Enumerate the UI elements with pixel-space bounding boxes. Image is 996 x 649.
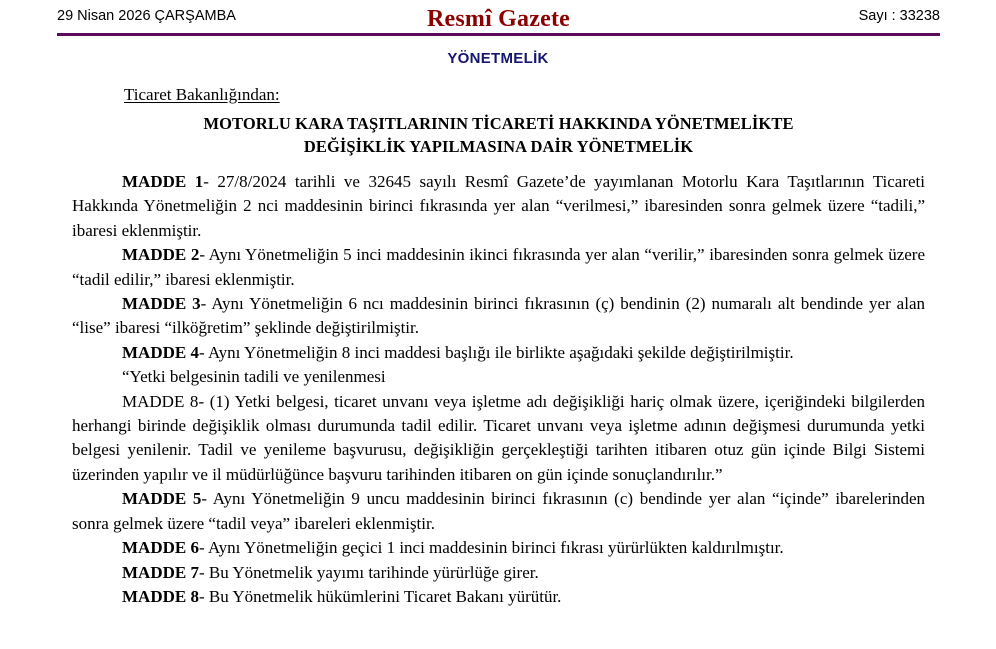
- article-text: - Aynı Yönetmeliğin 6 ncı maddesinin birinci fıkrasının (ç) bendinin (2) numaralı alt bendinde yer alan “lise” ibaresi “ilköğretim” şeklinde değiştirilmiştir.: [72, 294, 925, 338]
- article-label: MADDE 8: [122, 391, 199, 411]
- article-text: - Aynı Yönetmeliğin 5 inci maddesinin ikinci fıkrasında yer alan “verilir,” ibaresinden sonra gelmek üzere “tadil edilir,” ibaresi eklenmiştir.: [72, 245, 926, 289]
- article-label: MADDE 1: [122, 172, 204, 191]
- article-paragraph: [72, 292, 925, 341]
- article-label: MADDE 6: [122, 538, 199, 558]
- article-label: MADDE 7: [122, 562, 199, 582]
- masthead: [57, 6, 940, 32]
- page-title-line-2: DEĞİŞİKLİK YAPILMASINA DAİR YÖNETMELİK: [303, 137, 694, 156]
- article-paragraph: [72, 561, 925, 585]
- issuing-authority: [124, 84, 925, 106]
- document-content: [72, 84, 925, 609]
- issuing-authority-label: Ticaret Bakanlığından:: [124, 85, 280, 104]
- article-paragraph: [72, 585, 925, 609]
- article-paragraph: [72, 243, 925, 292]
- article-paragraph: [72, 341, 925, 365]
- article-paragraph: [72, 536, 925, 560]
- article-text: - Aynı Yönetmeliğin 8 inci maddesi başlığı ile birlikte aşağıdaki şekilde değiştirilmiştir.: [198, 342, 794, 362]
- masthead-issue-number: Sayı : 33238: [858, 8, 940, 24]
- article-paragraph: [72, 487, 925, 536]
- article-paragraph: [72, 170, 925, 243]
- section-heading: YÖNETMELİK: [447, 50, 549, 67]
- article-text: - 27/8/2024 tarihli ve 32645 sayılı Resmî Gazete’de yayımlanan Motorlu Kara Taşıtlarının Ticareti Hakkında Yönetmeliğin 2 nci maddesinin birinci fıkrasında yer alan “verilmesi,” ibaresinden sonra gelmek üzere “tadili,” ibaresi eklenmiştir.: [72, 172, 925, 240]
- article-text: “Yetki belgesinin tadili ve yenilenmesi: [122, 367, 386, 387]
- article-label: MADDE 5: [122, 489, 202, 509]
- masthead-date: 29 Nisan 2026 ÇARŞAMBA: [57, 8, 236, 24]
- article-text: - Aynı Yönetmeliğin geçici 1 inci maddesinin birinci fıkrası yürürlükten kaldırılmıştır.: [198, 538, 784, 558]
- article-label: MADDE 8: [122, 586, 199, 606]
- publication-title: Resmî Gazete: [426, 6, 570, 32]
- page-title-line-1: MOTORLU KARA TAŞITLARININ TİCARETİ HAKKINDA YÖNETMELİKTE: [203, 114, 794, 133]
- article-label: MADDE 3: [122, 294, 201, 314]
- article-text: - (1) Yetki belgesi, ticaret unvanı veya işletme adı değişikliği hariç olmak üzere, içeriğindeki bilgilerden herhangi birinde değişiklik olması durumunda tadil edilir. Ticaret unvanı veya işletme adının değişmesi durumunda yetki belgesi yenilenir. Tadil ve yenileme başvurusu, değişikliğin gerçekleştiği tarihten itibaren otuz gün içinde Bilgi Sistemi üzerinden yapılır ve il müdürlüğünce başvuru tarihinden itibaren on gün içinde sonuçlandırılır.”: [72, 391, 925, 484]
- article-text: - Bu Yönetmelik hükümlerini Ticaret Bakanı yürütür.: [198, 586, 562, 606]
- page-title: [72, 112, 925, 158]
- article-label: MADDE 4: [122, 342, 199, 362]
- article-text: - Bu Yönetmelik yayımı tarihinde yürürlüğe girer.: [198, 562, 539, 582]
- article-paragraph: [72, 390, 925, 488]
- masthead-divider: [57, 33, 940, 36]
- article-text: - Aynı Yönetmeliğin 9 uncu maddesinin birinci fıkrasının (c) bendinde yer alan “içinde” ibarelerinden sonra gelmek üzere “tadil veya” ibareleri eklenmiştir.: [72, 489, 926, 533]
- article-list: [72, 170, 925, 609]
- article-paragraph: [72, 365, 925, 389]
- article-label: MADDE 2: [122, 245, 200, 265]
